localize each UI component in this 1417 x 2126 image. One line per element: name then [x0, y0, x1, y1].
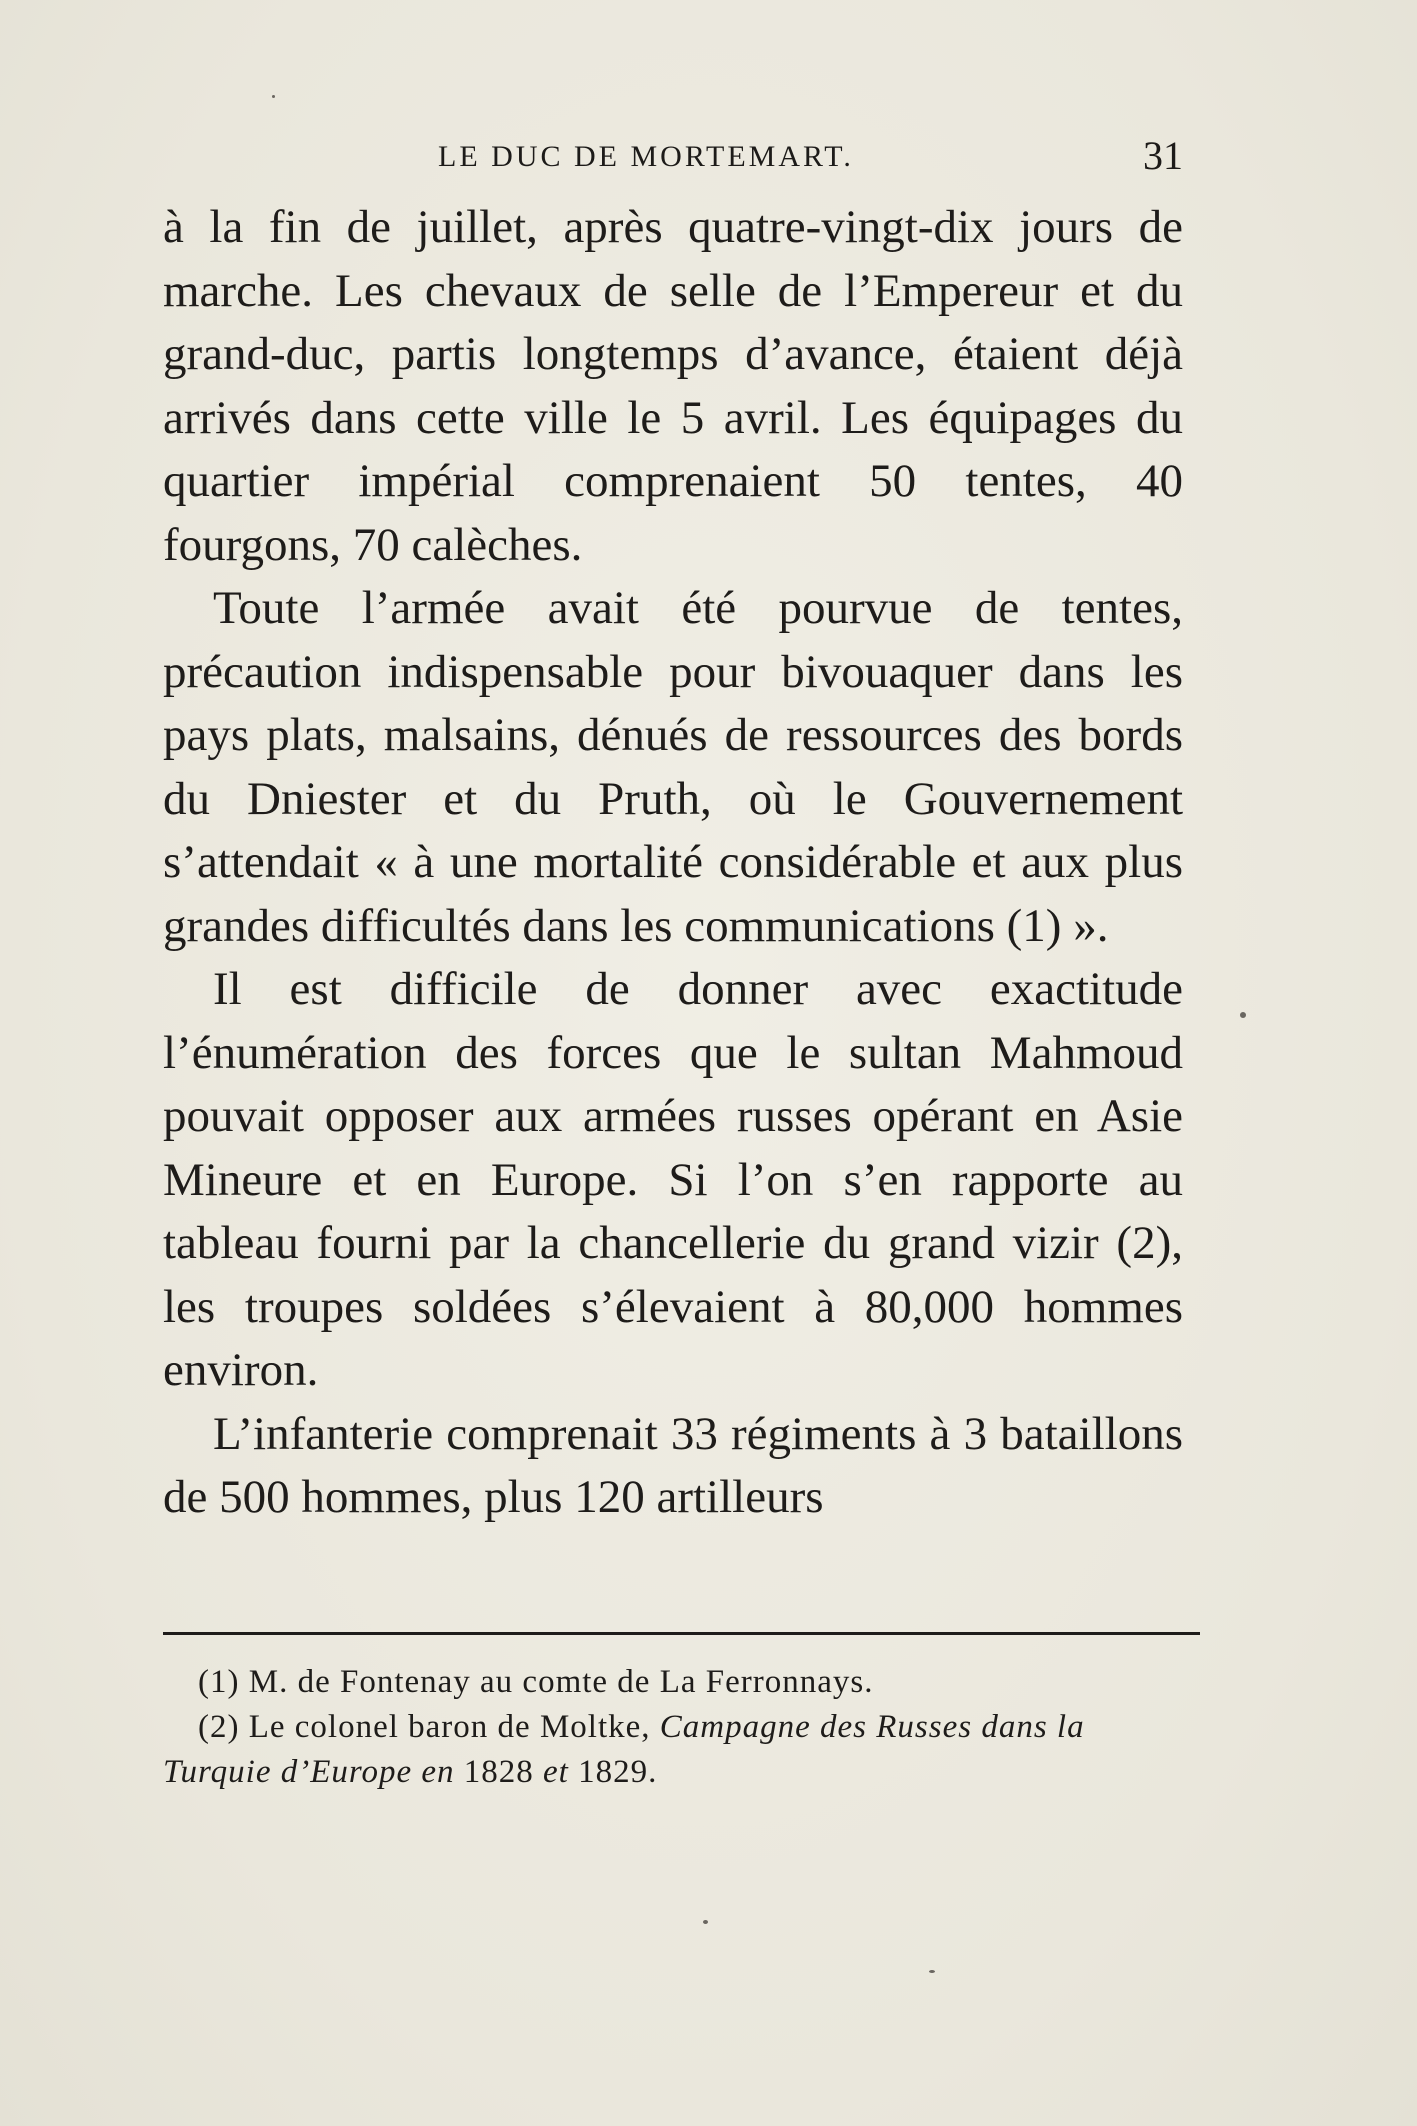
footnote-rule	[163, 1632, 1200, 1635]
footnotes	[163, 1660, 1200, 1795]
footnote-2-title: Campagne des Russes dans la Turquie d’Europe en	[163, 1709, 1085, 1790]
paper-speck	[1240, 1012, 1246, 1018]
page-header	[163, 130, 1183, 190]
paragraph-2: Toute l’armée avait été pourvue de tentes, précaution indispensable pour bivouaquer dans les pays plats, malsains, dénués de ressources des bords du Dniester et du Pruth, où le Gouvernement s’attendait « à une mortalité considérable et aux plus grandes difficultés dans les communications (1) ».	[163, 582, 1183, 952]
footnote-2-lead: (2) Le colonel baron de Moltke,	[198, 1709, 660, 1745]
running-title: LE DUC DE MORTEMART.	[438, 140, 854, 173]
footnote-1: (1) M. de Fontenay au comte de La Ferronnays.	[198, 1664, 874, 1700]
paragraph-3: Il est difficile de donner avec exactitude l’énumération des forces que le sultan Mahmoud pouvait opposer aux armées russes opérant en Asie Mineure et en Europe. Si l’on s’en rapporte au tableau fourni par la chancellerie du grand vizir (2), les troupes soldées s’élevaient à 80,000 hommes environ.	[163, 963, 1183, 1396]
footnote-2-years-1: 1828	[454, 1754, 544, 1790]
footnote-2	[163, 1705, 1200, 1795]
paper-speck	[703, 1920, 708, 1924]
paper-speck	[272, 95, 275, 98]
footnote-2-et: et	[543, 1754, 569, 1790]
main-text	[163, 196, 1183, 1530]
paper-speck	[929, 1970, 935, 1973]
footnote-2-years-2: 1829.	[568, 1754, 658, 1790]
paragraph-4: L’infanterie comprenait 33 régiments à 3 bataillons de 500 hommes, plus 120 artilleurs	[163, 1407, 1183, 1523]
page-number: 31	[1143, 133, 1183, 178]
paragraph-1: à la fin de juillet, après quatre-vingt-dix jours de marche. Les chevaux de selle de l’Empereur et du grand-duc, partis longtemps d’avance, étaient déjà arrivés dans cette ville le 5 avril. Les équipages du quartier impérial comprenaient 50 tentes, 40 fourgons, 70 calèches.	[163, 201, 1183, 571]
